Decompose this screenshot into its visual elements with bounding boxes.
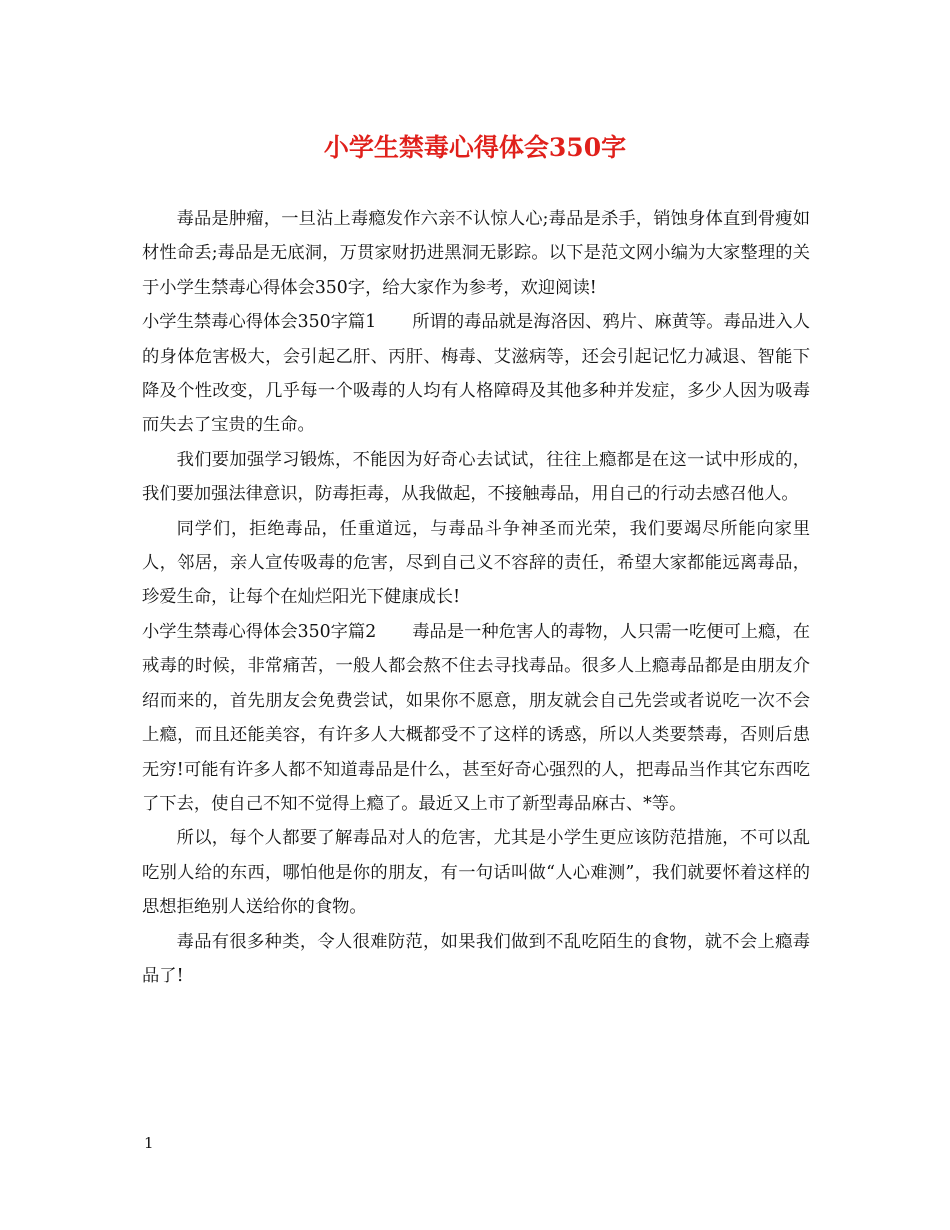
- document-title: 小学生禁毒心得体会350字: [323, 133, 627, 162]
- section-1-paragraph: [142, 305, 810, 443]
- intro-paragraph: 毒品是肿瘤，一旦沾上毒瘾发作六亲不认惊人心;毒品是杀手，销蚀身体直到骨瘦如材性命丢;毒品是无底洞，万贯家财扔进黑洞无影踪。以下是范文网小编为大家整理的关于小学生禁毒心得体会350字，给大家作为参考，欢迎阅读!: [142, 209, 810, 298]
- section-2-lead-text: 毒品是一种危害人的毒物，人只需一吃便可上瘾，在戒毒的时候，非常痛苦，一般人都会熬不住去寻找毒品。很多人上瘾毒品都是由朋友介绍而来的，首先朋友会免费尝试，如果你不愿意，朋友就会自己先尝或者说吃一次不会上瘾，而且还能美容，有许多人大概都受不了这样的诱惑，所以人类要禁毒，否则后患无穷!可能有许多人都不知道毒品是什么，甚至好奇心强烈的人，把毒品当作其它东西吃了下去，使自己不知不觉得上瘾了。最近又上市了新型毒品麻古、*等。: [142, 621, 810, 814]
- section-1-lead-text: 所谓的毒品就是海洛因、鸦片、麻黄等。毒品进入人的身体危害极大，会引起乙肝、丙肝、梅毒、艾滋病等，还会引起记忆力减退、智能下降及个性改变，几乎每一个吸毒的人均有人格障碍及其他多种并发症，多少人因为吸毒而失去了宝贵的生命。: [142, 312, 810, 436]
- section-1-heading: 小学生禁毒心得体会350字篇1: [142, 312, 377, 333]
- section-2-paragraph-2: 所以，每个人都要了解毒品对人的危害，尤其是小学生更应该防范措施，不可以乱吃别人给的东西，哪怕他是你的朋友，有一句话叫做“人心难测”，我们就要怀着这样的思想拒绝别人送给你的食物。: [142, 828, 810, 918]
- section-2-heading: 小学生禁毒心得体会350字篇2: [142, 621, 377, 642]
- section-2-paragraph-3: 毒品有很多种类，令人很难防范，如果我们做到不乱吃陌生的食物，就不会上瘾毒品了!: [142, 931, 810, 986]
- document-body: [142, 202, 810, 993]
- section-1-paragraph-2: 我们要加强学习锻炼，不能因为好奇心去试试，往往上瘾都是在这一试中形成的，我们要加强法律意识，防毒拒毒，从我做起，不接触毒品，用自己的行动去感召他人。: [142, 449, 810, 505]
- section-2-paragraph: [142, 615, 810, 821]
- page-number: 1: [144, 1134, 154, 1152]
- section-1-paragraph-3: 同学们，拒绝毒品，任重道远，与毒品斗争神圣而光荣，我们要竭尽所能向家里人，邻居，亲人宣传吸毒的危害，尽到自己义不容辞的责任，希望大家都能远离毒品，珍爱生命，让每个在灿烂阳光下健康成长!: [142, 518, 810, 608]
